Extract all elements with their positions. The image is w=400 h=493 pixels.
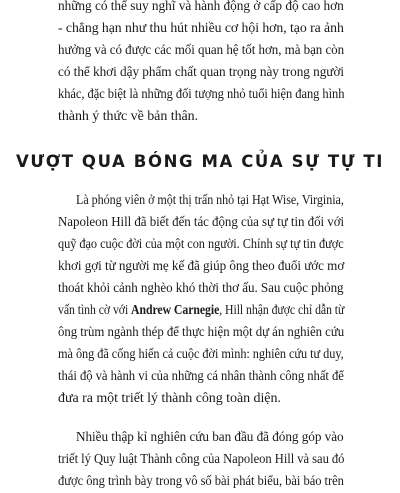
text-run: vấn tình cờ với <box>58 303 132 318</box>
paragraph-line: thái độ và hành vi của những cá nhân thành công nhất để <box>58 369 344 384</box>
paragraph-line: ông trùm ngành thép để thực hiện một dự án nghiên cứu <box>58 325 345 340</box>
paragraph-line: mà ông đã cống hiến cả cuộc đời mình: nghiên cứu tư duy, <box>58 347 344 362</box>
intro-line: những có thể suy nghĩ và hành động ở cấp độ cao hơn <box>58 0 344 14</box>
paragraph-line: được ông trình bày trong vô số bài phát biểu, bài báo trên <box>58 474 344 489</box>
intro-line: hưởng và có được các mối quan hệ tốt hơn, mà bạn còn <box>58 43 345 58</box>
paragraph-line: đưa ra một triết lý thành công toàn diện. <box>58 391 281 406</box>
intro-line: có thể khơi dậy phẩm chất quan trọng này trong người <box>58 65 345 80</box>
paragraph-line: quỹ đạo cuộc đời của một con người. Chính sự tự tin được <box>58 237 344 252</box>
paragraph-line: thoát khỏi cảnh nghèo khó thời thơ ấu. Sau cuộc phỏng <box>58 281 344 296</box>
paragraph-line: Là phóng viên ở một thị trấn nhỏ tại Hạt Wise, Virginia, <box>76 193 344 208</box>
paragraph-line <box>58 300 344 322</box>
intro-line: - chẳng hạn như thu hút nhiều cơ hội hơn, tạo ra ảnh <box>58 21 344 36</box>
paragraph-line: khơi gợi từ người mẹ kế đã giúp ông theo đuổi ước mơ <box>58 259 345 274</box>
intro-line: thành ý thức về bản thân. <box>58 109 199 124</box>
bold-name: Andrew Carnegie <box>131 303 220 318</box>
paragraph-line: triết lý Quy luật Thành công của Napoleon Hill và sau đó <box>58 452 345 467</box>
intro-line: khác, đặc biệt là những đối tượng nhỏ tuổi hiện đang hình <box>58 87 345 102</box>
paragraph-line: Nhiều thập kỉ nghiên cứu ban đầu đã đóng góp vào <box>76 430 344 445</box>
section-heading: VƯỢT QUA BÓNG MA CỦA SỰ TỰ TI <box>15 152 385 171</box>
paragraph-line: Napoleon Hill đã biết đến tác động của sự tự tin đối với <box>58 215 345 230</box>
text-run: , Hill nhận được chỉ dẫn từ <box>219 303 345 318</box>
